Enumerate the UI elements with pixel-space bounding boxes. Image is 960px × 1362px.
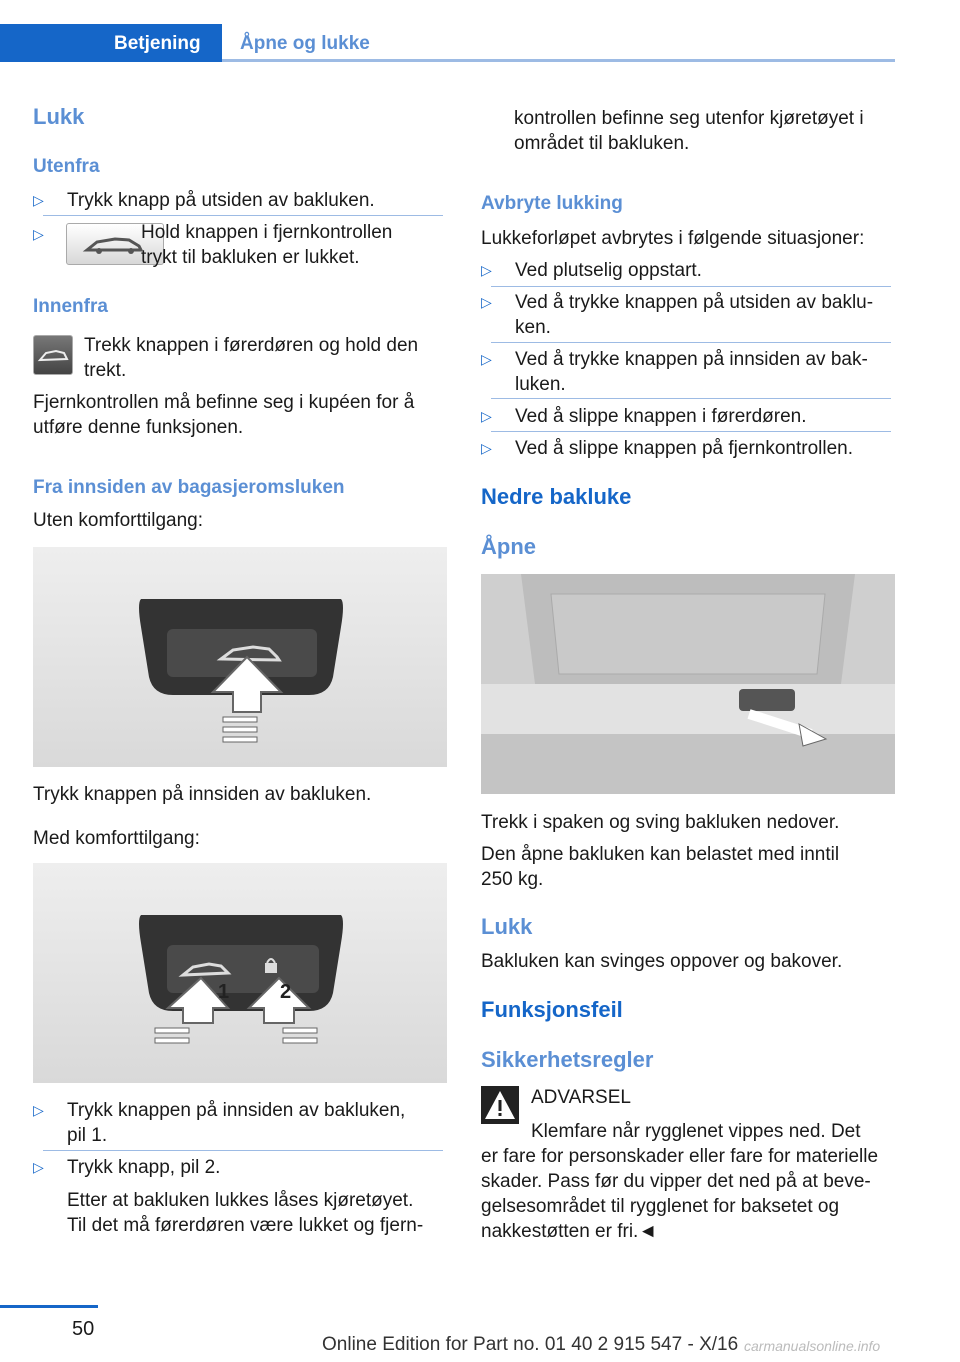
list-item-cont: luken.	[515, 374, 566, 395]
apne-text2-line1: Den åpne bakluken kan belastet med inntil	[481, 844, 840, 865]
warning-line1: Klemfare når rygglenet vippes ned. Det	[531, 1121, 861, 1142]
lukk-text: Bakluken kan svinges oppover og bakover.	[481, 951, 843, 972]
footer-rule	[0, 1305, 98, 1308]
door-trunk-button-icon	[33, 335, 73, 375]
innenfra-line2: trekt.	[84, 360, 127, 381]
list2-extra-line1: Etter at bakluken lukkes låses kjøretøyet.	[67, 1190, 414, 1211]
uten-komfort-label: Uten komforttilgang:	[33, 510, 204, 531]
warning-line5: nakkestøtten er fri.◄	[481, 1221, 658, 1242]
triangle-bullet-icon: ▷	[481, 440, 492, 456]
triangle-bullet-icon: ▷	[33, 192, 44, 208]
page-number: 50	[72, 1318, 95, 1340]
innenfra-line1: Trekk knappen i førerdøren og hold den	[84, 335, 419, 356]
figure-trunk-buttons-comfort	[33, 863, 447, 1083]
heading-apne: Åpne	[481, 534, 536, 559]
warning-line4: gelsesområdet til rygglenet for baksetet og	[481, 1196, 840, 1217]
header-tab-apne-og-lukke[interactable]: Åpne og lukke	[240, 33, 370, 54]
arrow-label-2: 2	[280, 981, 292, 1003]
figure-trunk-button	[33, 547, 447, 767]
warning-line3: skader. Pass før du vipper det ned på at beve-	[481, 1171, 871, 1192]
watermark: carmanualsonline.info	[744, 1338, 881, 1354]
warning-line2: er fare for personskader eller fare for materielle	[481, 1146, 879, 1167]
list-divider	[43, 215, 443, 216]
header-tab-label: Betjening	[114, 33, 201, 54]
list-item-cont: pil 1.	[67, 1125, 108, 1146]
remote-note-line2: utføre denne funksjonen.	[33, 417, 244, 438]
figure-lower-tailgate	[481, 574, 895, 794]
heading-lukk-right: Lukk	[481, 914, 533, 939]
warning-title: ADVARSEL	[531, 1087, 631, 1108]
utenfra-remote-line2: trykt til bakluken er lukket.	[141, 247, 360, 268]
heading-utenfra: Utenfra	[33, 156, 100, 177]
list-item-cont: ken.	[515, 317, 551, 338]
right-cont-line2: området til bakluken.	[514, 133, 690, 154]
warning-icon	[481, 1086, 519, 1124]
avbryte-intro: Lukkeforløpet avbrytes i følgende situasjoner:	[481, 228, 865, 249]
heading-lukk: Lukk	[33, 104, 85, 129]
list-divider	[491, 398, 891, 399]
heading-fra-innsiden: Fra innsiden av bagasjeromsluken	[33, 477, 345, 498]
header-tab-betjening[interactable]	[0, 24, 222, 62]
heading-avbryte-lukking: Avbryte lukking	[481, 193, 623, 214]
utenfra-remote-line1: Hold knappen i fjernkontrollen	[141, 222, 393, 243]
triangle-bullet-icon: ▷	[481, 262, 492, 278]
list-divider	[491, 342, 891, 343]
footer-edition: Online Edition for Part no. 01 40 2 915 547 - X/16	[322, 1334, 739, 1355]
triangle-bullet-icon: ▷	[481, 351, 492, 367]
triangle-bullet-icon: ▷	[481, 408, 492, 424]
triangle-bullet-icon: ▷	[33, 226, 44, 242]
apne-text2-line2: 250 kg.	[481, 869, 544, 890]
heading-sikkerhetsregler: Sikkerhetsregler	[481, 1047, 654, 1072]
figure1-caption: Trykk knappen på innsiden av bakluken.	[33, 784, 372, 805]
list-divider	[491, 431, 891, 432]
heading-funksjonsfeil: Funksjonsfeil	[481, 997, 623, 1022]
triangle-bullet-icon: ▷	[481, 294, 492, 310]
header-rule	[222, 59, 895, 62]
triangle-bullet-icon: ▷	[33, 1102, 44, 1118]
list2-extra-line2: Til det må førerdøren være lukket og fjern-	[67, 1215, 424, 1236]
heading-innenfra: Innenfra	[33, 296, 108, 317]
arrow-label-1: 1	[218, 981, 230, 1003]
med-komfort-label: Med komforttilgang:	[33, 828, 200, 849]
remote-note-line1: Fjernkontrollen må befinne seg i kupéen for å	[33, 392, 415, 413]
list-divider	[43, 1150, 443, 1151]
heading-nedre-bakluke: Nedre bakluke	[481, 484, 632, 509]
triangle-bullet-icon: ▷	[33, 1159, 44, 1175]
list-divider	[491, 286, 891, 287]
apne-text1: Trekk i spaken og sving bakluken nedover.	[481, 812, 840, 833]
right-cont-line1: kontrollen befinne seg utenfor kjøretøyet i	[514, 108, 864, 129]
